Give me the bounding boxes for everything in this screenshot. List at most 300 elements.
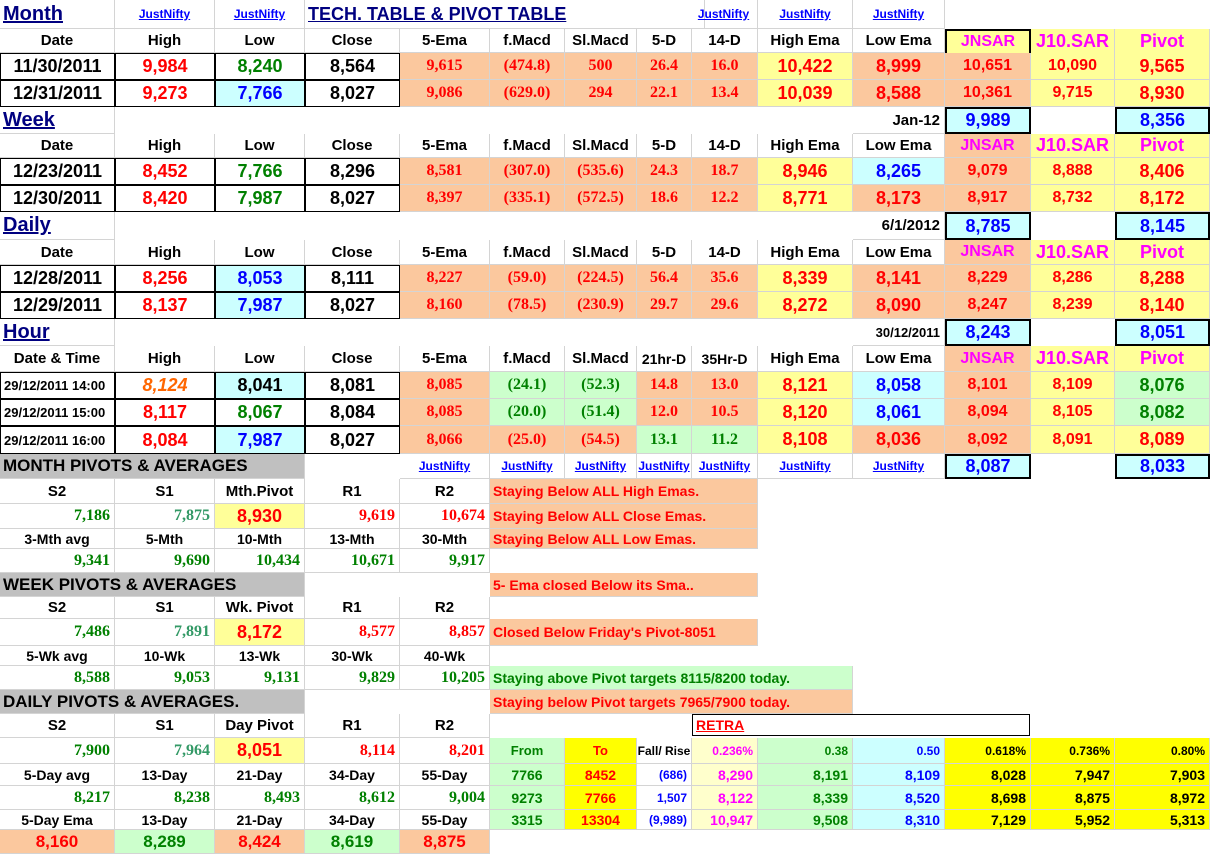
sheet-cell[interactable]: 29/12/2011 15:00: [0, 399, 115, 426]
sheet-cell[interactable]: MONTH PIVOTS & AVERAGES: [0, 454, 305, 479]
sheet-cell[interactable]: 5- Ema closed Below its Sma..: [490, 573, 758, 597]
sheet-cell[interactable]: 5-Day Ema: [0, 810, 115, 830]
sheet-cell[interactable]: 11/30/2011: [0, 53, 115, 80]
sheet-cell[interactable]: 14-D: [692, 29, 758, 53]
sheet-cell[interactable]: Low Ema: [853, 346, 945, 372]
sheet-cell[interactable]: 10-Wk: [115, 646, 215, 666]
sheet-cell[interactable]: (335.1): [490, 185, 565, 212]
sheet-cell[interactable]: 10,039: [758, 80, 853, 107]
sheet-cell[interactable]: 9,508: [758, 810, 853, 830]
sheet-cell[interactable]: 294: [565, 80, 637, 107]
sheet-cell[interactable]: 8,875: [1031, 786, 1115, 810]
sheet-cell[interactable]: 8,265: [853, 158, 945, 185]
justnifty-link[interactable]: JustNifty: [565, 454, 637, 479]
sheet-cell[interactable]: (686): [637, 764, 692, 786]
sheet-cell[interactable]: 8,612: [305, 786, 400, 810]
sheet-cell[interactable]: 8,160: [0, 830, 115, 854]
sheet-cell[interactable]: 8,310: [853, 810, 945, 830]
sheet-cell[interactable]: JNSAR: [945, 240, 1031, 265]
sheet-cell[interactable]: 8,091: [1031, 426, 1115, 454]
sheet-cell[interactable]: Low: [215, 29, 305, 53]
sheet-cell[interactable]: (24.1): [490, 372, 565, 399]
sheet-cell[interactable]: 8,256: [115, 265, 215, 292]
sheet-cell[interactable]: 6/1/2012: [853, 212, 945, 240]
sheet-cell[interactable]: From: [490, 738, 565, 764]
sheet-cell[interactable]: 8,577: [305, 619, 400, 646]
sheet-cell[interactable]: S2: [0, 479, 115, 504]
sheet-cell[interactable]: 8,424: [215, 830, 305, 854]
sheet-cell[interactable]: Low Ema: [853, 240, 945, 265]
sheet-cell[interactable]: (52.3): [565, 372, 637, 399]
sheet-cell[interactable]: 10,651: [945, 53, 1031, 80]
sheet-cell[interactable]: 12/31/2011: [0, 80, 115, 107]
justnifty-link[interactable]: JustNifty: [490, 454, 565, 479]
sheet-cell[interactable]: 8,101: [945, 372, 1031, 399]
sheet-cell[interactable]: S1: [115, 714, 215, 738]
sheet-cell[interactable]: f.Macd: [490, 240, 565, 265]
sheet-cell[interactable]: 0.736%: [1031, 738, 1115, 764]
sheet-cell[interactable]: 8,145: [1115, 212, 1210, 240]
sheet-cell[interactable]: 9,829: [305, 666, 400, 690]
sheet-cell[interactable]: Pivot: [1115, 134, 1210, 158]
sheet-cell[interactable]: 8,581: [400, 158, 490, 185]
sheet-cell[interactable]: 9,989: [945, 107, 1031, 134]
sheet-cell[interactable]: 56.4: [637, 265, 692, 292]
sheet-cell[interactable]: S2: [0, 714, 115, 738]
sheet-cell[interactable]: 12/29/2011: [0, 292, 115, 319]
sheet-cell[interactable]: R2: [400, 479, 490, 504]
sheet-cell[interactable]: (230.9): [565, 292, 637, 319]
sheet-cell[interactable]: Jan-12: [853, 107, 945, 134]
sheet-cell[interactable]: 8,061: [853, 399, 945, 426]
sheet-cell[interactable]: 5-Ema: [400, 240, 490, 265]
sheet-cell[interactable]: 8,053: [215, 265, 305, 292]
sheet-cell[interactable]: 26.4: [637, 53, 692, 80]
sheet-cell[interactable]: 500: [565, 53, 637, 80]
sheet-cell[interactable]: 13-Day: [115, 810, 215, 830]
sheet-cell[interactable]: (59.0): [490, 265, 565, 292]
sheet-cell[interactable]: 7,947: [1031, 764, 1115, 786]
justnifty-link[interactable]: JustNifty: [853, 454, 945, 479]
sheet-cell[interactable]: 8,111: [305, 265, 400, 292]
sheet-cell[interactable]: 8,108: [758, 426, 853, 454]
sheet-cell[interactable]: 13.4: [692, 80, 758, 107]
sheet-cell[interactable]: JNSAR: [945, 29, 1031, 55]
sheet-cell[interactable]: 8,085: [400, 372, 490, 399]
sheet-cell[interactable]: WEEK PIVOTS & AVERAGES: [0, 573, 305, 597]
sheet-cell[interactable]: 8,698: [945, 786, 1031, 810]
sheet-cell[interactable]: 8,076: [1115, 372, 1210, 399]
sheet-cell[interactable]: S1: [115, 597, 215, 619]
sheet-cell[interactable]: Staying Below ALL Close Emas.: [490, 504, 758, 529]
sheet-cell[interactable]: Month: [0, 0, 115, 29]
sheet-cell[interactable]: Staying above Pivot targets 8115/8200 today.: [490, 666, 853, 690]
sheet-cell[interactable]: 8,785: [945, 212, 1031, 240]
justnifty-link[interactable]: JustNifty: [692, 454, 758, 479]
sheet-cell[interactable]: 8,085: [400, 399, 490, 426]
sheet-cell[interactable]: DAILY PIVOTS & AVERAGES.: [0, 690, 305, 714]
sheet-cell[interactable]: 8,027: [305, 80, 400, 107]
sheet-cell[interactable]: R2: [400, 714, 490, 738]
sheet-cell[interactable]: Day Pivot: [215, 714, 305, 738]
sheet-cell[interactable]: (572.5): [565, 185, 637, 212]
justnifty-link[interactable]: JustNifty: [215, 0, 305, 29]
sheet-cell[interactable]: 8,564: [305, 53, 400, 80]
sheet-cell[interactable]: 0.38: [758, 738, 853, 764]
sheet-cell[interactable]: 12/30/2011: [0, 185, 115, 212]
sheet-cell[interactable]: Date: [0, 134, 115, 158]
sheet-cell[interactable]: 8,930: [1115, 80, 1210, 107]
sheet-cell[interactable]: 8,296: [305, 158, 400, 185]
sheet-cell[interactable]: (307.0): [490, 158, 565, 185]
justnifty-link[interactable]: JustNifty: [758, 0, 853, 29]
sheet-cell[interactable]: 8,124: [115, 372, 215, 399]
sheet-cell[interactable]: 5-D: [637, 29, 692, 53]
sheet-cell[interactable]: Staying Below ALL Low Emas.: [490, 529, 758, 549]
sheet-cell[interactable]: 8,732: [1031, 185, 1115, 212]
sheet-cell[interactable]: 8,247: [945, 292, 1031, 319]
sheet-cell[interactable]: 21-Day: [215, 764, 305, 786]
sheet-cell[interactable]: 7766: [565, 786, 637, 810]
sheet-cell[interactable]: 7766: [490, 764, 565, 786]
sheet-cell[interactable]: Close: [305, 134, 400, 158]
sheet-cell[interactable]: 35.6: [692, 265, 758, 292]
sheet-cell[interactable]: 16.0: [692, 53, 758, 80]
sheet-cell[interactable]: 8,289: [115, 830, 215, 854]
sheet-cell[interactable]: 9,715: [1031, 80, 1115, 107]
justnifty-link[interactable]: JustNifty: [400, 454, 490, 479]
sheet-cell[interactable]: 7,891: [115, 619, 215, 646]
sheet-cell[interactable]: 10,361: [945, 80, 1031, 107]
sheet-cell[interactable]: 7,987: [215, 292, 305, 319]
sheet-cell[interactable]: 8,067: [215, 399, 305, 426]
sheet-cell[interactable]: (20.0): [490, 399, 565, 426]
sheet-cell[interactable]: Closed Below Friday's Pivot-8051: [490, 619, 758, 646]
sheet-cell[interactable]: 8,771: [758, 185, 853, 212]
sheet-cell[interactable]: 22.1: [637, 80, 692, 107]
sheet-cell[interactable]: 7,900: [0, 738, 115, 764]
sheet-cell[interactable]: 8,137: [115, 292, 215, 319]
sheet-cell[interactable]: Close: [305, 29, 400, 53]
sheet-cell[interactable]: 10,671: [305, 549, 400, 573]
sheet-cell[interactable]: 9,690: [115, 549, 215, 573]
sheet-cell[interactable]: 8,619: [305, 830, 400, 854]
sheet-cell[interactable]: 8,520: [853, 786, 945, 810]
sheet-cell[interactable]: 29/12/2011 14:00: [0, 372, 115, 399]
sheet-cell[interactable]: 3-Mth avg: [0, 529, 115, 549]
sheet-cell[interactable]: 0.618%: [945, 738, 1031, 764]
sheet-cell[interactable]: Low Ema: [853, 29, 945, 53]
sheet-cell[interactable]: 0.80%: [1115, 738, 1210, 764]
sheet-cell[interactable]: 8,356: [1115, 107, 1210, 134]
justnifty-link[interactable]: JustNifty: [115, 0, 215, 29]
sheet-cell[interactable]: 8,452: [115, 158, 215, 185]
sheet-cell[interactable]: 8,227: [400, 265, 490, 292]
sheet-cell[interactable]: Date & Time: [0, 346, 115, 372]
sheet-cell[interactable]: (54.5): [565, 426, 637, 454]
sheet-cell[interactable]: (9,989): [637, 810, 692, 830]
sheet-cell[interactable]: 8,588: [853, 80, 945, 107]
sheet-cell[interactable]: 8,243: [945, 319, 1031, 346]
sheet-cell[interactable]: High Ema: [758, 346, 853, 372]
sheet-cell[interactable]: 14-D: [692, 240, 758, 265]
sheet-cell[interactable]: 29.7: [637, 292, 692, 319]
sheet-cell[interactable]: 8,930: [215, 504, 305, 529]
sheet-cell[interactable]: 8,217: [0, 786, 115, 810]
sheet-cell[interactable]: 12.0: [637, 399, 692, 426]
sheet-cell[interactable]: 8,033: [1115, 454, 1210, 479]
sheet-cell[interactable]: 8,999: [853, 53, 945, 80]
sheet-cell[interactable]: 8,286: [1031, 265, 1115, 292]
sheet-cell[interactable]: 5-D: [637, 240, 692, 265]
sheet-cell[interactable]: 18.6: [637, 185, 692, 212]
sheet-cell[interactable]: 7,186: [0, 504, 115, 529]
sheet-cell[interactable]: 8452: [565, 764, 637, 786]
sheet-cell[interactable]: 9,079: [945, 158, 1031, 185]
sheet-cell[interactable]: 8,084: [305, 399, 400, 426]
sheet-cell[interactable]: 14.8: [637, 372, 692, 399]
sheet-cell[interactable]: Daily: [0, 212, 115, 240]
sheet-cell[interactable]: 7,875: [115, 504, 215, 529]
sheet-cell[interactable]: 8,406: [1115, 158, 1210, 185]
sheet-cell[interactable]: Mth.Pivot: [215, 479, 305, 504]
sheet-cell[interactable]: 8,288: [1115, 265, 1210, 292]
sheet-cell[interactable]: 8,084: [115, 426, 215, 454]
sheet-cell[interactable]: 10,674: [400, 504, 490, 529]
sheet-cell[interactable]: 12/28/2011: [0, 265, 115, 292]
sheet-cell[interactable]: J10.SAR: [1031, 346, 1115, 372]
sheet-cell[interactable]: 7,766: [215, 80, 305, 107]
sheet-cell[interactable]: High Ema: [758, 29, 853, 53]
sheet-cell[interactable]: R1: [305, 597, 400, 619]
justnifty-link[interactable]: JustNifty: [637, 454, 692, 479]
sheet-cell[interactable]: To: [565, 738, 637, 764]
sheet-cell[interactable]: (224.5): [565, 265, 637, 292]
sheet-cell[interactable]: 9,565: [1115, 53, 1210, 80]
sheet-cell[interactable]: f.Macd: [490, 29, 565, 53]
sheet-cell[interactable]: 8,140: [1115, 292, 1210, 319]
sheet-cell[interactable]: 30/12/2011: [853, 319, 945, 346]
sheet-cell[interactable]: 8,173: [853, 185, 945, 212]
sheet-cell[interactable]: 8,875: [400, 830, 490, 854]
sheet-cell[interactable]: 8,051: [215, 738, 305, 764]
sheet-cell[interactable]: 8,172: [1115, 185, 1210, 212]
sheet-cell[interactable]: 7,987: [215, 185, 305, 212]
sheet-cell[interactable]: (51.4): [565, 399, 637, 426]
sheet-cell[interactable]: 13.1: [637, 426, 692, 454]
sheet-cell[interactable]: 9,086: [400, 80, 490, 107]
sheet-cell[interactable]: 13304: [565, 810, 637, 830]
sheet-cell[interactable]: 11.2: [692, 426, 758, 454]
sheet-cell[interactable]: 8,122: [692, 786, 758, 810]
sheet-cell[interactable]: 7,486: [0, 619, 115, 646]
sheet-cell[interactable]: 30-Wk: [305, 646, 400, 666]
sheet-cell[interactable]: 0.236%: [692, 738, 758, 764]
sheet-cell[interactable]: 10,090: [1031, 53, 1115, 80]
sheet-cell[interactable]: 8,201: [400, 738, 490, 764]
sheet-cell[interactable]: 5-Ema: [400, 346, 490, 372]
sheet-cell[interactable]: Close: [305, 346, 400, 372]
sheet-cell[interactable]: 9,615: [400, 53, 490, 80]
sheet-cell[interactable]: 8,027: [305, 292, 400, 319]
sheet-cell[interactable]: 13-Day: [115, 764, 215, 786]
justnifty-link[interactable]: JustNifty: [758, 454, 853, 479]
sheet-cell[interactable]: 5-D: [637, 134, 692, 158]
sheet-cell[interactable]: 9273: [490, 786, 565, 810]
sheet-cell[interactable]: (629.0): [490, 80, 565, 107]
sheet-cell[interactable]: JNSAR: [945, 134, 1031, 158]
sheet-cell[interactable]: 1,507: [637, 786, 692, 810]
sheet-cell[interactable]: 55-Day: [400, 764, 490, 786]
sheet-cell[interactable]: 7,903: [1115, 764, 1210, 786]
sheet-cell[interactable]: 3315: [490, 810, 565, 830]
sheet-cell[interactable]: 8,117: [115, 399, 215, 426]
sheet-cell[interactable]: 10,947: [692, 810, 758, 830]
sheet-cell[interactable]: 5,952: [1031, 810, 1115, 830]
sheet-cell[interactable]: 55-Day: [400, 810, 490, 830]
sheet-cell[interactable]: 5-Day avg: [0, 764, 115, 786]
sheet-cell[interactable]: RETRA: [692, 714, 1030, 736]
justnifty-link[interactable]: JustNifty: [853, 0, 945, 29]
sheet-cell[interactable]: Low: [215, 346, 305, 372]
sheet-cell[interactable]: 9,619: [305, 504, 400, 529]
sheet-cell[interactable]: (25.0): [490, 426, 565, 454]
sheet-cell[interactable]: Close: [305, 240, 400, 265]
sheet-cell[interactable]: 5,313: [1115, 810, 1210, 830]
sheet-cell[interactable]: 10.5: [692, 399, 758, 426]
sheet-cell[interactable]: Staying Below ALL High Emas.: [490, 479, 758, 504]
sheet-cell[interactable]: 8,066: [400, 426, 490, 454]
sheet-cell[interactable]: 8,272: [758, 292, 853, 319]
sheet-cell[interactable]: 8,121: [758, 372, 853, 399]
sheet-cell[interactable]: 8,114: [305, 738, 400, 764]
sheet-cell[interactable]: 9,341: [0, 549, 115, 573]
sheet-cell[interactable]: 13-Mth: [305, 529, 400, 549]
sheet-cell[interactable]: 8,094: [945, 399, 1031, 426]
sheet-cell[interactable]: S1: [115, 479, 215, 504]
sheet-cell[interactable]: 29.6: [692, 292, 758, 319]
sheet-cell[interactable]: Hour: [0, 319, 115, 346]
sheet-cell[interactable]: High Ema: [758, 134, 853, 158]
sheet-cell[interactable]: High Ema: [758, 240, 853, 265]
sheet-cell[interactable]: 8,089: [1115, 426, 1210, 454]
sheet-cell[interactable]: S2: [0, 597, 115, 619]
sheet-cell[interactable]: Wk. Pivot: [215, 597, 305, 619]
sheet-cell[interactable]: J10.SAR: [1031, 29, 1115, 55]
sheet-cell[interactable]: 21-Day: [215, 810, 305, 830]
sheet-cell[interactable]: R2: [400, 597, 490, 619]
sheet-cell[interactable]: 7,964: [115, 738, 215, 764]
sheet-cell[interactable]: High: [115, 134, 215, 158]
sheet-cell[interactable]: Pivot: [1115, 240, 1210, 265]
sheet-cell[interactable]: 8,092: [945, 426, 1031, 454]
sheet-cell[interactable]: 30-Mth: [400, 529, 490, 549]
sheet-cell[interactable]: 8,051: [1115, 319, 1210, 346]
justnifty-link[interactable]: JustNifty: [690, 0, 758, 29]
sheet-cell[interactable]: 21hr-D: [637, 346, 692, 372]
sheet-cell[interactable]: 8,160: [400, 292, 490, 319]
sheet-cell[interactable]: 7,987: [215, 426, 305, 454]
sheet-cell[interactable]: 0.50: [853, 738, 945, 764]
sheet-cell[interactable]: 8,109: [1031, 372, 1115, 399]
sheet-cell[interactable]: Sl.Macd: [565, 29, 637, 53]
sheet-cell[interactable]: Low Ema: [853, 134, 945, 158]
sheet-cell[interactable]: 8,588: [0, 666, 115, 690]
sheet-cell[interactable]: Sl.Macd: [565, 240, 637, 265]
sheet-cell[interactable]: 8,141: [853, 265, 945, 292]
sheet-cell[interactable]: 8,290: [692, 764, 758, 786]
sheet-cell[interactable]: 8,888: [1031, 158, 1115, 185]
sheet-cell[interactable]: 5-Mth: [115, 529, 215, 549]
sheet-cell[interactable]: (535.6): [565, 158, 637, 185]
sheet-cell[interactable]: 8,109: [853, 764, 945, 786]
sheet-cell[interactable]: 10,422: [758, 53, 853, 80]
sheet-cell[interactable]: 8,857: [400, 619, 490, 646]
sheet-cell[interactable]: 8,191: [758, 764, 853, 786]
sheet-cell[interactable]: 10,434: [215, 549, 305, 573]
sheet-cell[interactable]: 8,339: [758, 786, 853, 810]
sheet-cell[interactable]: 18.7: [692, 158, 758, 185]
sheet-cell[interactable]: 34-Day: [305, 810, 400, 830]
sheet-cell[interactable]: 8,120: [758, 399, 853, 426]
sheet-cell[interactable]: (78.5): [490, 292, 565, 319]
sheet-cell[interactable]: 8,058: [853, 372, 945, 399]
sheet-cell[interactable]: (474.8): [490, 53, 565, 80]
sheet-cell[interactable]: High: [115, 29, 215, 53]
sheet-cell[interactable]: 8,028: [945, 764, 1031, 786]
sheet-cell[interactable]: Pivot: [1115, 29, 1210, 55]
sheet-cell[interactable]: 9,984: [115, 53, 215, 80]
sheet-cell[interactable]: 8,240: [215, 53, 305, 80]
sheet-cell[interactable]: 8,972: [1115, 786, 1210, 810]
sheet-cell[interactable]: 8,082: [1115, 399, 1210, 426]
sheet-cell[interactable]: 5-Ema: [400, 134, 490, 158]
sheet-cell[interactable]: 10,205: [400, 666, 490, 690]
sheet-cell[interactable]: 7,766: [215, 158, 305, 185]
sheet-cell[interactable]: Staying below Pivot targets 7965/7900 today.: [490, 690, 853, 714]
sheet-cell[interactable]: 12/23/2011: [0, 158, 115, 185]
sheet-cell[interactable]: 29/12/2011 16:00: [0, 426, 115, 454]
sheet-cell[interactable]: 8,229: [945, 265, 1031, 292]
sheet-cell[interactable]: 8,493: [215, 786, 305, 810]
sheet-cell[interactable]: 8,087: [945, 454, 1031, 479]
sheet-cell[interactable]: J10.SAR: [1031, 240, 1115, 265]
sheet-cell[interactable]: High: [115, 240, 215, 265]
sheet-cell[interactable]: 8,238: [115, 786, 215, 810]
sheet-cell[interactable]: 40-Wk: [400, 646, 490, 666]
sheet-cell[interactable]: Low: [215, 134, 305, 158]
sheet-cell[interactable]: Low: [215, 240, 305, 265]
sheet-cell[interactable]: 8,081: [305, 372, 400, 399]
sheet-cell[interactable]: 9,273: [115, 80, 215, 107]
sheet-cell[interactable]: 35Hr-D: [692, 346, 758, 372]
sheet-cell[interactable]: 10-Mth: [215, 529, 305, 549]
sheet-cell[interactable]: 7,129: [945, 810, 1031, 830]
sheet-cell[interactable]: 8,420: [115, 185, 215, 212]
sheet-cell[interactable]: 9,053: [115, 666, 215, 690]
sheet-cell[interactable]: High: [115, 346, 215, 372]
sheet-cell[interactable]: 13.0: [692, 372, 758, 399]
sheet-cell[interactable]: 8,027: [305, 426, 400, 454]
sheet-cell[interactable]: Date: [0, 29, 115, 53]
sheet-cell[interactable]: J10.SAR: [1031, 134, 1115, 158]
sheet-cell[interactable]: 9,004: [400, 786, 490, 810]
sheet-cell[interactable]: f.Macd: [490, 346, 565, 372]
sheet-cell[interactable]: R1: [305, 714, 400, 738]
sheet-cell[interactable]: 13-Wk: [215, 646, 305, 666]
sheet-cell[interactable]: 24.3: [637, 158, 692, 185]
sheet-cell[interactable]: 9,917: [400, 549, 490, 573]
